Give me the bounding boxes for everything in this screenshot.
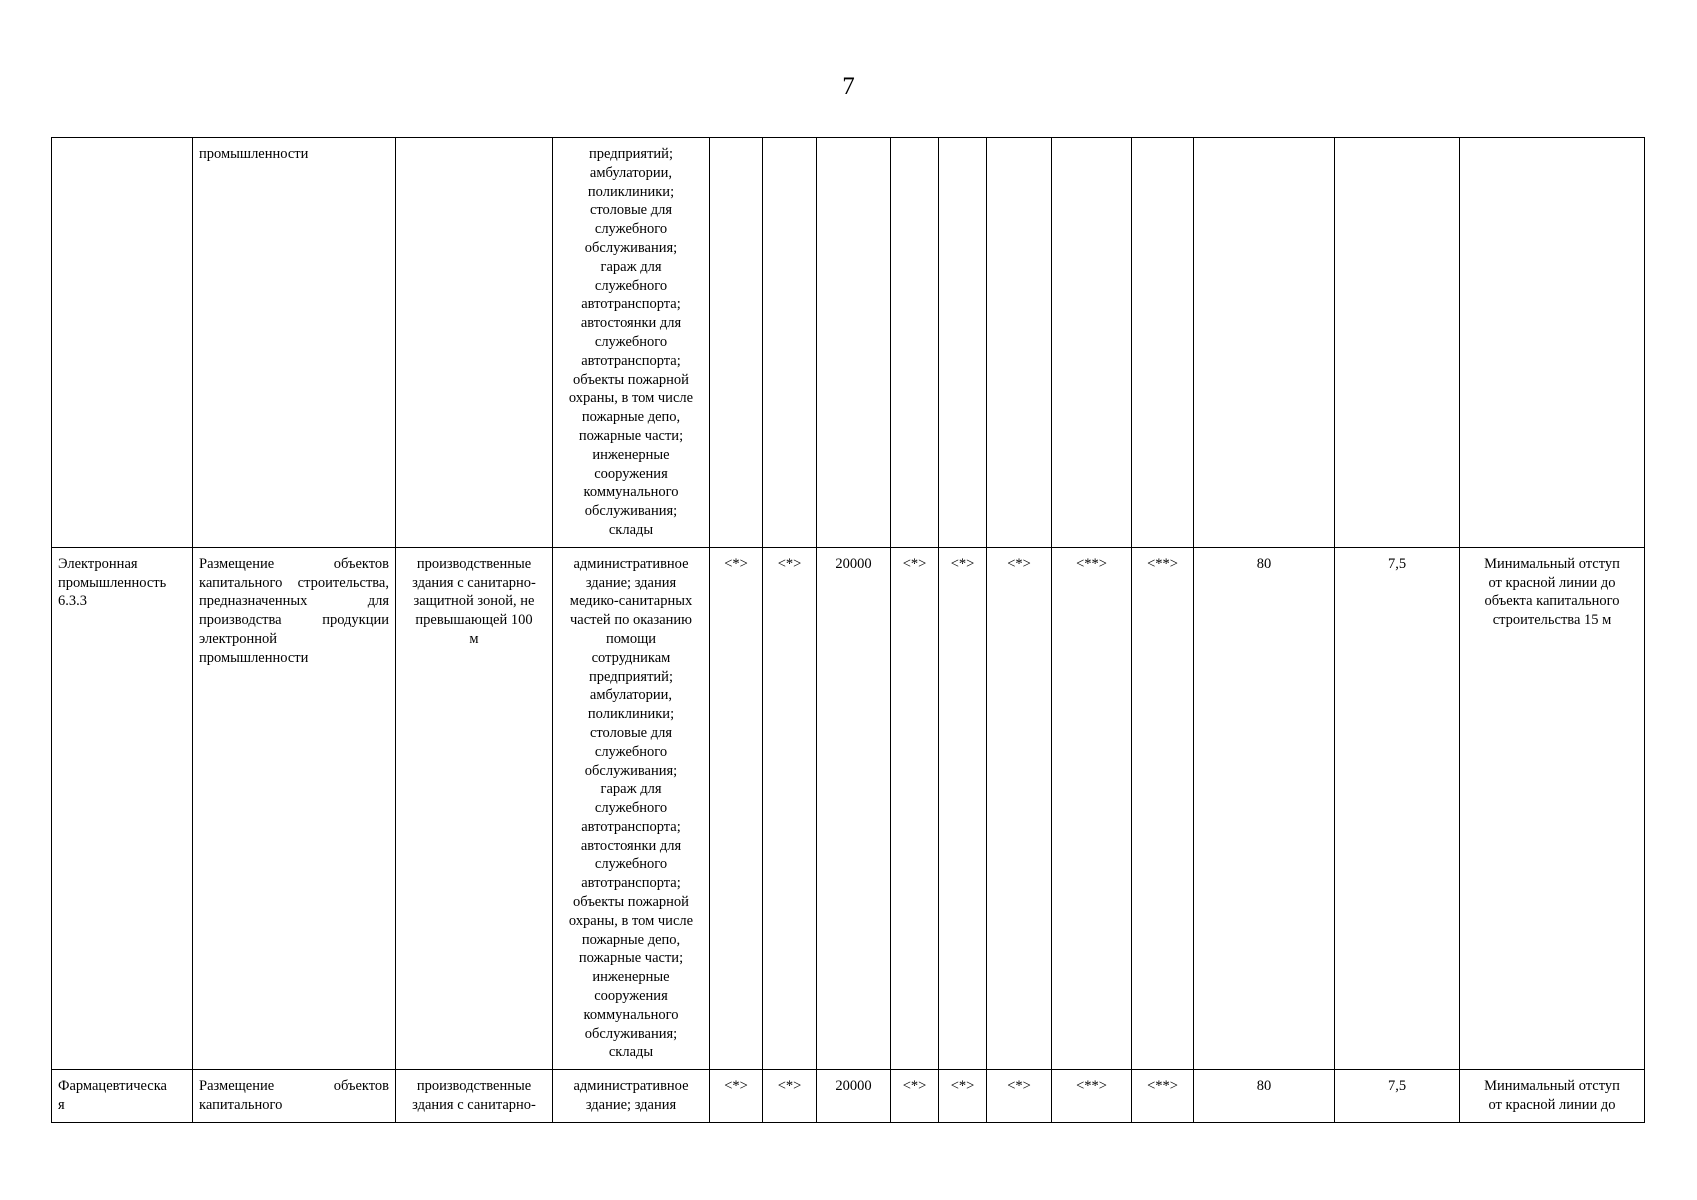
- param-cell: [891, 138, 939, 548]
- table-row: [52, 1070, 1645, 1123]
- param-cell: <*>: [710, 547, 763, 1070]
- main-buildings-cell: [396, 138, 553, 548]
- auxiliary-uses-cell: предприятий; амбулатории, поликлиники; столовые для служебного обслуживания; гараж для служебного автотранспорта; автостоянки для служебного автотранспорта; объекты пожарной охраны, в том числе пожарные депо, пожарные части; инженерные сооружения коммунального обслуживания; склады: [553, 138, 710, 548]
- param-cell: 7,5: [1335, 547, 1460, 1070]
- param-cell: [939, 138, 987, 548]
- main-buildings-cell: производственные здания с санитарно-: [396, 1070, 553, 1123]
- notes-cell: [1460, 138, 1645, 548]
- param-cell: <*>: [710, 1070, 763, 1123]
- land-use-name-cell: [52, 138, 193, 548]
- param-cell: 80: [1194, 547, 1335, 1070]
- param-cell: [1194, 138, 1335, 548]
- param-cell: <*>: [987, 547, 1052, 1070]
- land-use-description-cell: промышленности: [193, 138, 396, 548]
- param-cell: <*>: [891, 547, 939, 1070]
- param-cell: 80: [1194, 1070, 1335, 1123]
- param-cell: [710, 138, 763, 548]
- param-cell: <**>: [1132, 547, 1194, 1070]
- param-cell: <**>: [1052, 547, 1132, 1070]
- param-cell: [763, 138, 817, 548]
- table-row: [52, 547, 1645, 1070]
- auxiliary-uses-cell: административное здание; здания: [553, 1070, 710, 1123]
- param-cell: [987, 138, 1052, 548]
- page-number: 7: [842, 73, 855, 100]
- land-use-name-cell: Электронная промышленность 6.3.3: [52, 547, 193, 1070]
- param-cell: <*>: [987, 1070, 1052, 1123]
- param-cell: <*>: [891, 1070, 939, 1123]
- notes-cell: Минимальный отступ от красной линии до: [1460, 1070, 1645, 1123]
- land-use-description-cell: Размещение объектов капитального строительства, предназначенных для производства продукции электронной промышленности: [193, 547, 396, 1070]
- param-cell: <*>: [763, 547, 817, 1070]
- land-use-description-cell: Размещение объектов капитального: [193, 1070, 396, 1123]
- param-cell: <*>: [939, 547, 987, 1070]
- param-cell: <**>: [1052, 1070, 1132, 1123]
- zoning-regulations-table: [51, 137, 1645, 1123]
- param-cell: [817, 138, 891, 548]
- param-cell: <**>: [1132, 1070, 1194, 1123]
- land-use-name-cell: Фармацевтическа я: [52, 1070, 193, 1123]
- param-cell: [1052, 138, 1132, 548]
- auxiliary-uses-cell: административное здание; здания медико-санитарных частей по оказанию помощи сотрудникам предприятий; амбулатории, поликлиники; столовые для служебного обслуживания; гараж для служебного автотранспорта; автостоянки для служебного автотранспорта; объекты пожарной охраны, в том числе пожарные депо, пожарные части; инженерные сооружения коммунального обслуживания; склады: [553, 547, 710, 1070]
- main-buildings-cell: производственные здания с санитарно- защитной зоной, не превышающей 100 м: [396, 547, 553, 1070]
- param-cell: [1132, 138, 1194, 548]
- param-cell: 20000: [817, 547, 891, 1070]
- table-row: [52, 138, 1645, 548]
- notes-cell: Минимальный отступ от красной линии до объекта капитального строительства 15 м: [1460, 547, 1645, 1070]
- param-cell: 20000: [817, 1070, 891, 1123]
- param-cell: [1335, 138, 1460, 548]
- param-cell: 7,5: [1335, 1070, 1460, 1123]
- param-cell: <*>: [763, 1070, 817, 1123]
- param-cell: <*>: [939, 1070, 987, 1123]
